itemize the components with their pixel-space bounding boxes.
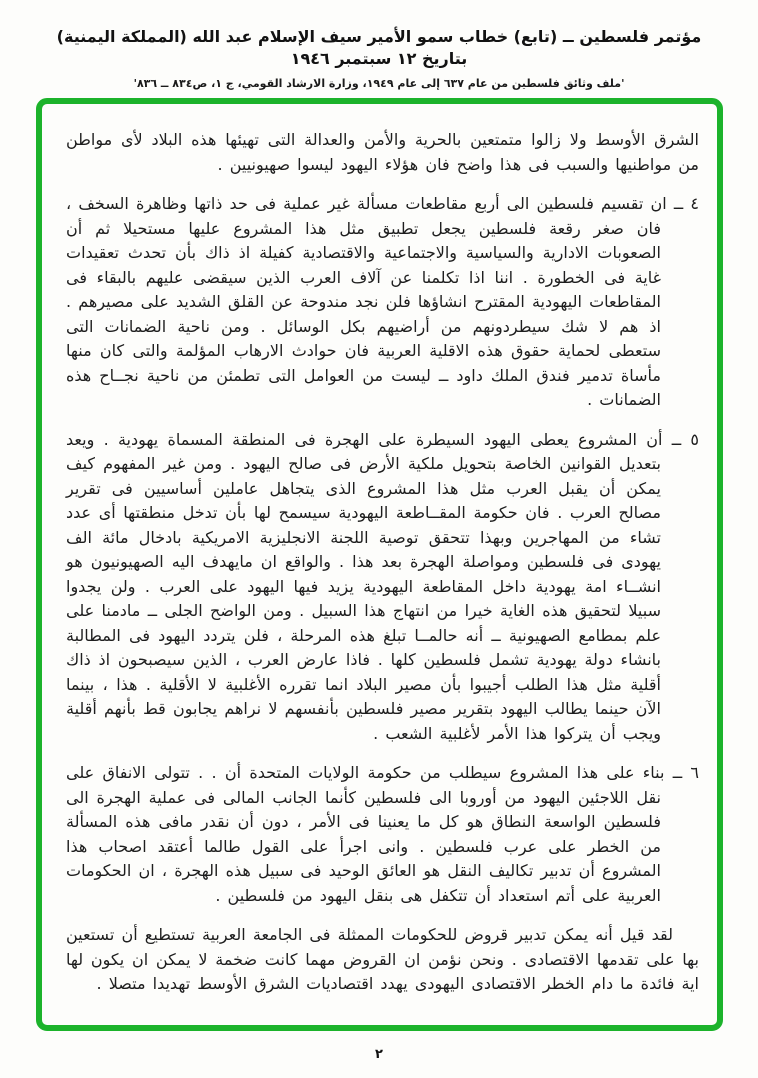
item-marker-4: ٤ ــ (673, 194, 699, 213)
page-number: ٢ (375, 1047, 383, 1062)
paragraph-closing: لقد قيل أنه يمكن تدبير قروض للحكومات الممثلة فى الجامعة العربية تستطيع أن تستعين بها على تقدمها الاقتصادى . ونحن نؤمن ان القروض مهما كانت ضخمة لا يمكن ان يكون لها اية فائدة ما دام الخطر الاقتصادى اليهودى يهدد اقتصاديات الشرق الأوسط تهديدا متصلا . (66, 925, 699, 993)
item-marker-6: ٦ ــ (672, 763, 699, 782)
item-text-6: بناء على هذا المشروع سيطلب من حكومة الولايات المتحدة أن . . تتولى الانفاق على نقل اللاجئين اليهود من أوروبا الى فلسطين كأنما الجانب المالى فى عملية الهجرة الى فلسطين الواسعة النطاق هو كل ما يعنينا فى الأمر ، دون أن نقدر مافى هذه المسألة من الخطر على عرب فلسطين . وانى اجرأ على القول طالما أعتقد اصحاب هذا المشروع أن تدبير تكاليف النقل هو العائق الوحيد فى سبيل هذه الهجرة ، ان الحكومات العربية على أتم استعداد أن تتكفل هى بنقل اليهود من فلسطين . (66, 763, 665, 905)
document-body (66, 128, 699, 997)
annotation-border-box (36, 98, 723, 1031)
numbered-paragraph-4 (66, 192, 699, 413)
item-marker-5: ٥ ــ (671, 429, 700, 449)
document-header (0, 26, 758, 90)
numbered-paragraph-5 (66, 428, 699, 747)
document-footer (0, 1043, 758, 1062)
item-text-5: أن المشروع يعطى اليهود السيطرة على الهجرة فى المنطقة المسماة يهودية . ويعد بتعديل القوانين الخاصة بتحويل ملكية الأرض فى صالح اليهود . ومن غير المفهوم كيف يمكن أن يقبل العرب مثل هذا المشروع الذى يتجاهل عاملين أساسيين فى تقرير مصالح العرب . فان حكومة المقــاطعة اليهودية سيسمح لها بأن تدخل منطقتها أى عدد تشاء من المهاجرين وبهذا تتحقق توصية اللجنة الانجليزية الامريكية بادخال مائة الف يهودى فى فلسطين ومواصلة الهجرة بعد هذا . والواقع ان مايهدف اليه الصهيونيون هو انشــاء امة يهودية داخل المقاطعة اليهودية يزيد فيها اليهود على العرب . ولن يجدوا سبيلا لتحقيق هذه الغاية خيرا من انتهاج هذا السبيل . ومن الواضح الجلى ــ مادمنا على علم بمطامع الصهيونية ــ أنه حالمــا تبلغ هذه المرحلة ، فلن يتردد اليهود فى المطالبة بانشاء دولة يهودية تشمل فلسطين كلها . فاذا عارض العرب ، الذين سيصبحون اذ ذاك أقلية مثل هذا الطلب أجيبوا بأن مصير البلاد انما تقرره الأغلبية لا الأقلية . هذا ، بينما الآن حينما يطالب اليهود بتقرير مصير فلسطين بأنفسهم لا نراهم يجابون قط بأنهم أقلية ويجب أن يتركوا هذا الأمر لأغلبية الشعب . (66, 429, 663, 743)
numbered-paragraph-6 (66, 761, 699, 908)
item-text-4: ان تقسيم فلسطين الى أربع مقاطعات مسألة غير عملية فى حد ذاتها وظاهرة السخف ، فان صغر رقعة فلسطين يجعل تطبيق مثل هذا المشروع عليها مستحيلا ثم أن الصعوبات الادارية والسياسية والاجتماعية والاقتصادية كفيلة اذ ذاك بأن تحدث تعقيدات غاية فى الخطورة . اننا اذا تكلمنا عن آلاف العرب الذين سيقضى عليهم بالبقاء فى المقاطعات اليهودية المقترح انشاؤها فلن نجد مندوحة عن القلق الشديد على مصيرهم . اذ هم لا شك سيطردونهم من أراضيهم بكل الوسائل . ومن ناحية الضمانات التى ستعطى لحماية حقوق هذه الاقلية العربية فان حوادث الارهاب المؤلمة والتى كان منها مأساة تدمير فندق الملك داود ــ ليست من العوامل التى تطمئن من ناحية نجــاح هذه الضمانات . (66, 194, 667, 409)
document-source-line: 'ملف وثائق فلسطين من عام ٦٣٧ إلى عام ١٩٤٩، وزارة الارشاد القومي، ج ١، ص٨٣٤ ــ ٨٣٦' (133, 77, 625, 90)
paragraph-intro: الشرق الأوسط ولا زالوا متمتعين بالحرية والأمن والعدالة التى تهيئها هذه البلاد لأى مواطن من مواطنيها والسبب فى هذا واضح فان هؤلاء اليهود ليسوا صهيونيين . (66, 130, 699, 174)
document-title: مؤتمر فلسطين ــ (تابع) خطاب سمو الأمير سيف الإسلام عبد الله (المملكة اليمنية) بتاريخ ١٢ سبتمبر ١٩٤٦ (56, 27, 702, 68)
